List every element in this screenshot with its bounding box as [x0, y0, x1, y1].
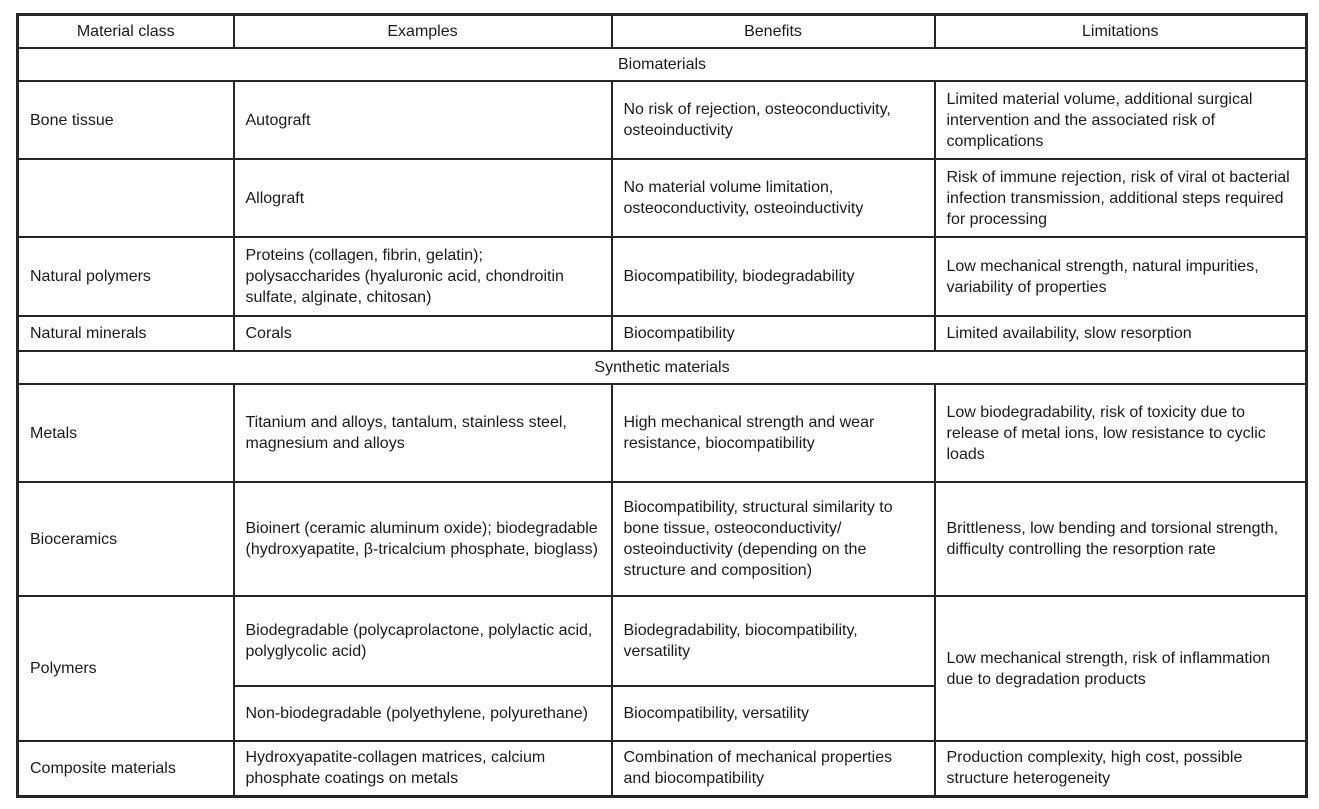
- cell-benefits: Biocompatibility: [612, 316, 935, 351]
- cell-examples: Autograft: [234, 81, 612, 159]
- cell-material-class: Metals: [18, 384, 234, 482]
- table-row: [18, 237, 1307, 316]
- cell-material-class: Natural polymers: [18, 237, 234, 316]
- cell-limitations: Brittleness, low bending and torsional strength, difficulty controlling the resorption rate: [935, 482, 1307, 596]
- cell-examples: Titanium and alloys, tantalum, stainless steel, magnesium and alloys: [234, 384, 612, 482]
- cell-limitations: Limited material volume, additional surgical intervention and the associated risk of complications: [935, 81, 1307, 159]
- table-row: [18, 596, 1307, 686]
- table-row: [18, 159, 1307, 237]
- cell-limitations: Low mechanical strength, natural impurities, variability of properties: [935, 237, 1307, 316]
- cell-examples: Non-biodegradable (polyethylene, polyurethane): [234, 686, 612, 741]
- cell-benefits: No material volume limitation, osteoconductivity, osteoinductivity: [612, 159, 935, 237]
- header-limitations: Limitations: [935, 15, 1307, 49]
- cell-limitations: Production complexity, high cost, possible structure heterogeneity: [935, 741, 1307, 796]
- cell-examples: Allograft: [234, 159, 612, 237]
- table-row: [18, 81, 1307, 159]
- header-benefits: Benefits: [612, 15, 935, 49]
- cell-benefits: High mechanical strength and wear resistance, biocompatibility: [612, 384, 935, 482]
- cell-benefits: Biodegradability, biocompatibility, versatility: [612, 596, 935, 686]
- cell-material-class: [18, 159, 234, 237]
- section-row-biomaterials: [18, 48, 1307, 81]
- header-examples: Examples: [234, 15, 612, 49]
- header-material-class: Material class: [18, 15, 234, 49]
- section-title: Synthetic materials: [18, 351, 1307, 384]
- table-row: [18, 482, 1307, 596]
- cell-limitations: Limited availability, slow resorption: [935, 316, 1307, 351]
- cell-limitations: Low biodegradability, risk of toxicity due to release of metal ions, low resistance to cyclic loads: [935, 384, 1307, 482]
- cell-material-class: Composite materials: [18, 741, 234, 796]
- cell-limitations: Low mechanical strength, risk of inflammation due to degradation products: [935, 596, 1307, 741]
- cell-material-class: Bioceramics: [18, 482, 234, 596]
- cell-examples: Hydroxyapatite-collagen matrices, calcium phosphate coatings on metals: [234, 741, 612, 796]
- cell-benefits: Biocompatibility, structural similarity to bone tissue, osteoconductivity/ osteoinductivity (depending on the structure and composition): [612, 482, 935, 596]
- cell-examples: Proteins (collagen, fibrin, gelatin); polysaccharides (hyaluronic acid, chondroitin sulfate, alginate, chitosan): [234, 237, 612, 316]
- table-header-row: [18, 15, 1307, 49]
- cell-benefits: Biocompatibility, versatility: [612, 686, 935, 741]
- cell-material-class: Bone tissue: [18, 81, 234, 159]
- table-row: [18, 384, 1307, 482]
- cell-benefits: Combination of mechanical properties and biocompatibility: [612, 741, 935, 796]
- table-row: [18, 741, 1307, 796]
- cell-examples: Corals: [234, 316, 612, 351]
- table-row: [18, 316, 1307, 351]
- cell-material-class: Natural minerals: [18, 316, 234, 351]
- materials-table-container: [16, 13, 1308, 798]
- cell-examples: Bioinert (ceramic aluminum oxide); biodegradable (hydroxyapatite, β-tricalcium phosphate, bioglass): [234, 482, 612, 596]
- cell-benefits: No risk of rejection, osteoconductivity, osteoinductivity: [612, 81, 935, 159]
- section-row-synthetic-materials: [18, 351, 1307, 384]
- cell-examples: Biodegradable (polycaprolactone, polylactic acid, polyglycolic acid): [234, 596, 612, 686]
- section-title: Biomaterials: [18, 48, 1307, 81]
- cell-limitations: Risk of immune rejection, risk of viral ot bacterial infection transmission, additional steps required for processing: [935, 159, 1307, 237]
- materials-table: [16, 13, 1308, 798]
- cell-benefits: Biocompatibility, biodegradability: [612, 237, 935, 316]
- cell-material-class: Polymers: [18, 596, 234, 741]
